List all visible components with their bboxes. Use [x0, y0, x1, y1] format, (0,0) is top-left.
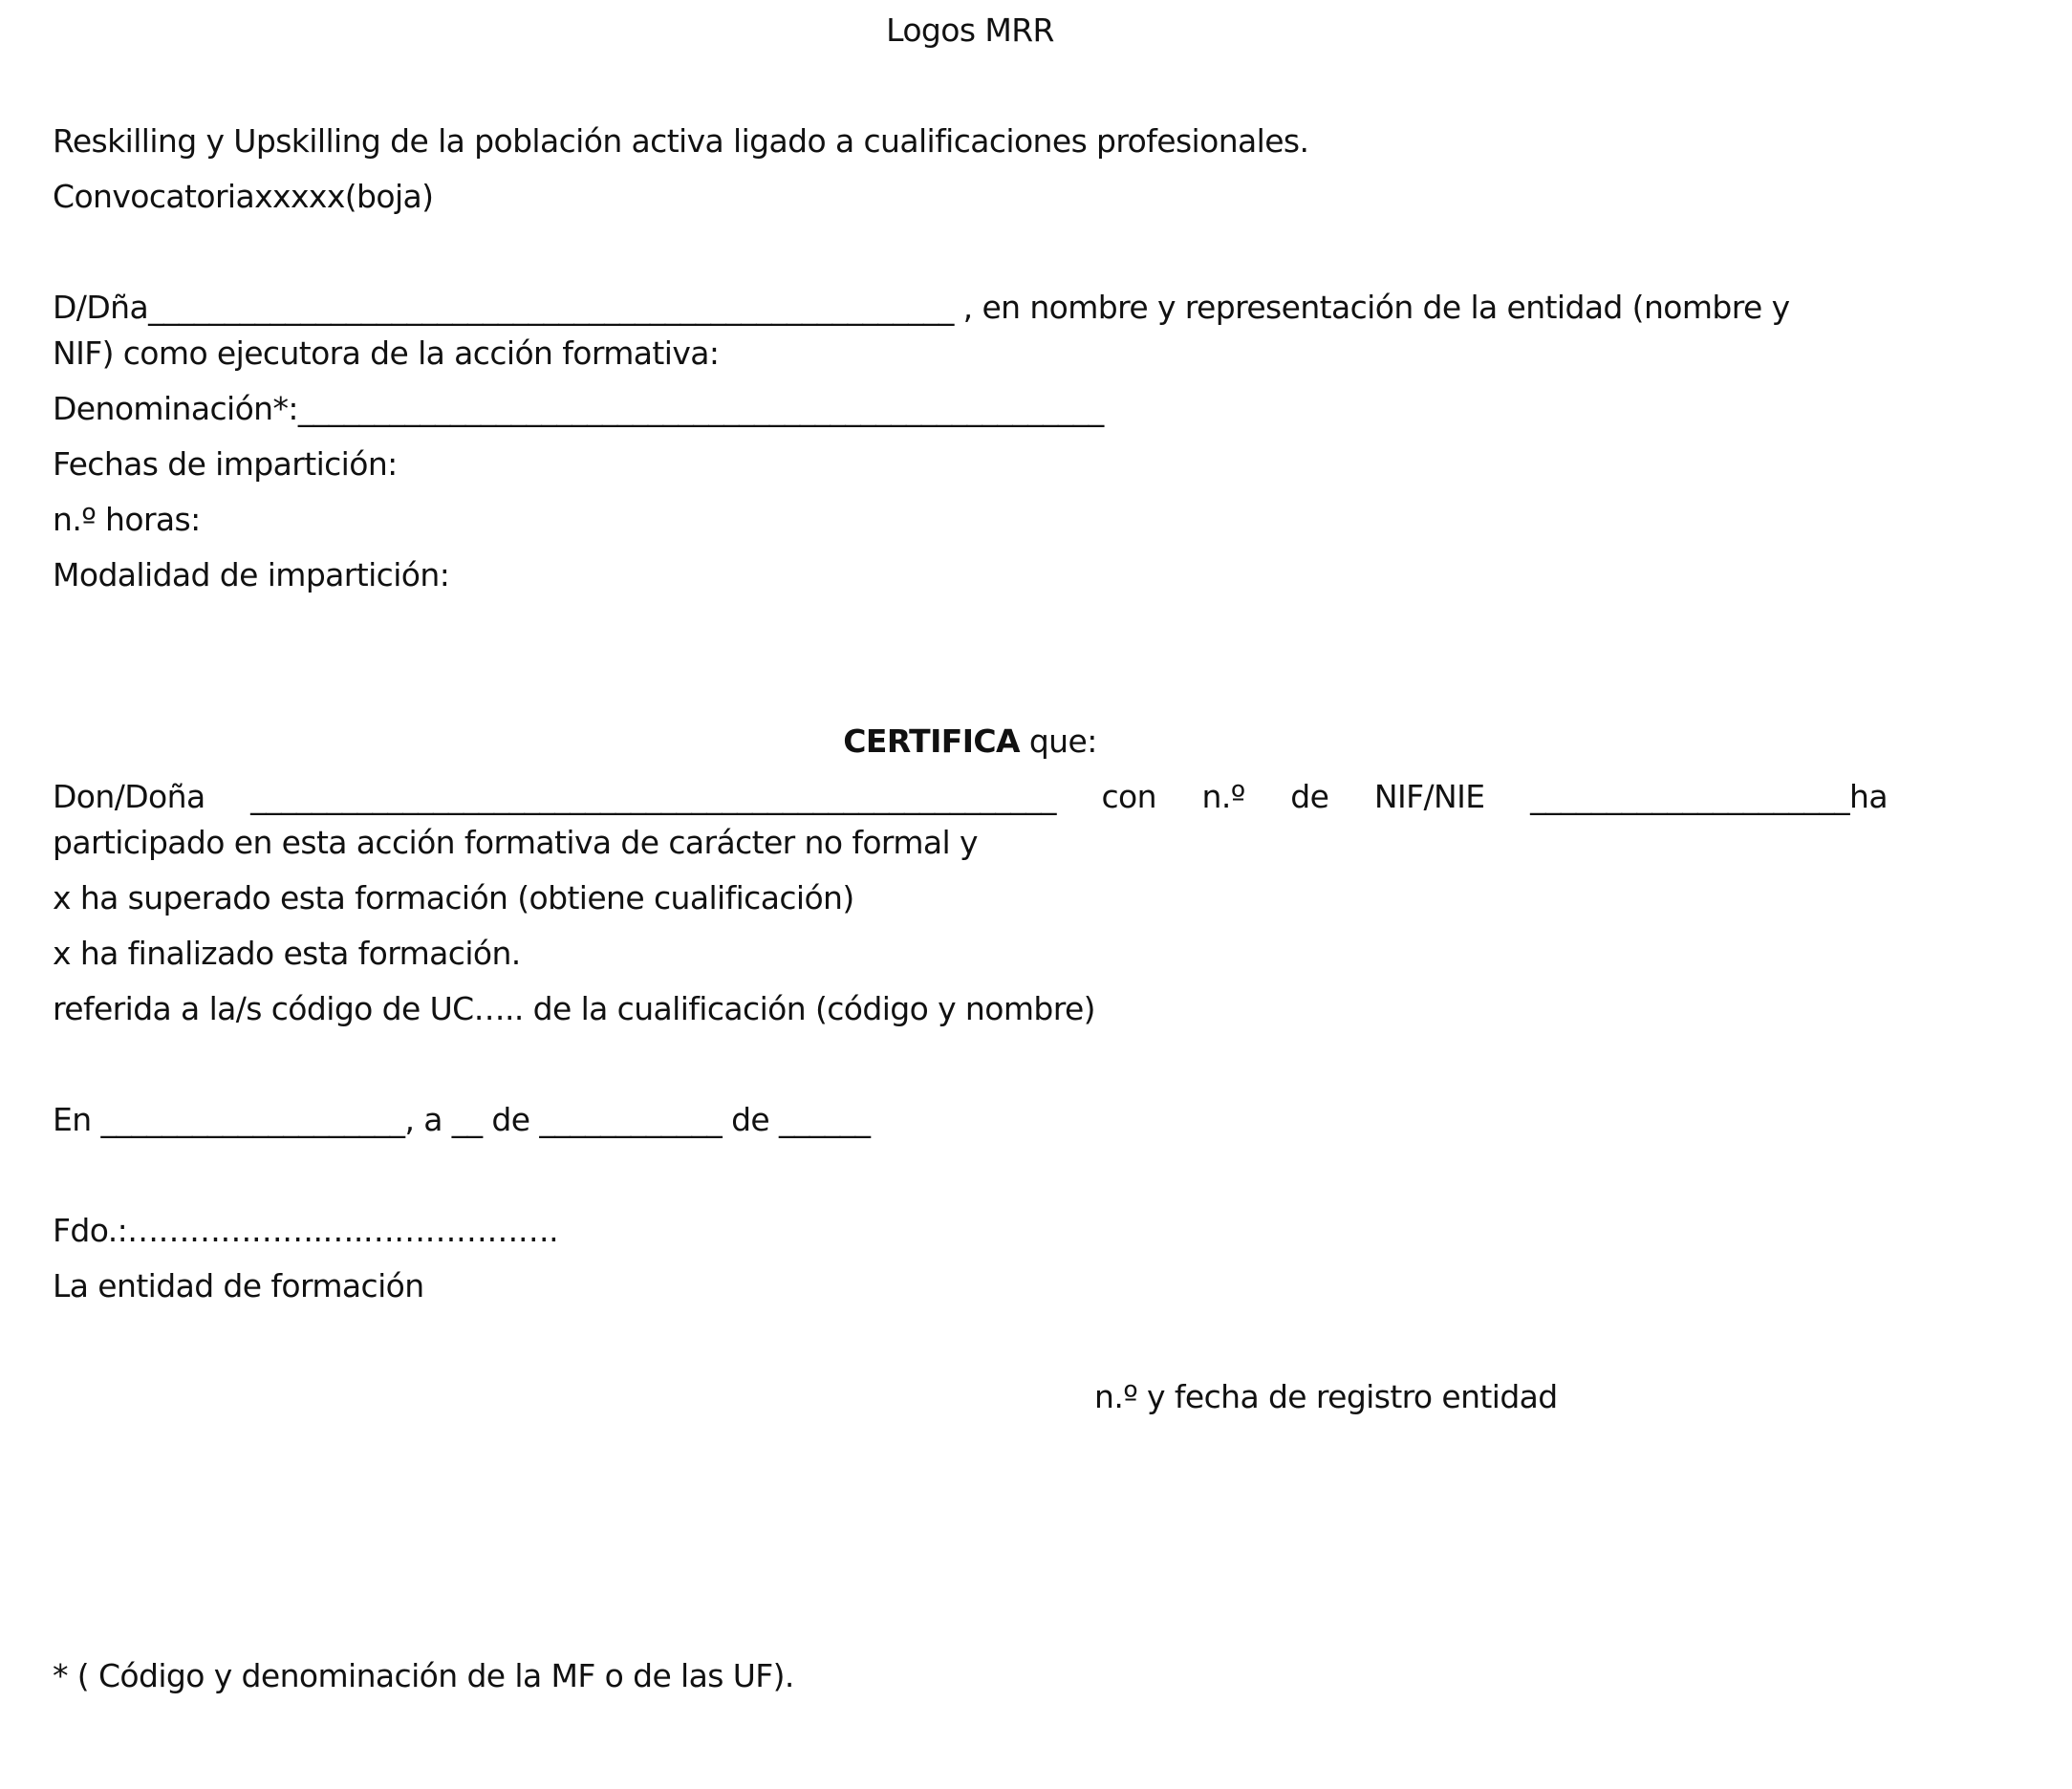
- certifica-rest: que:: [1019, 722, 1097, 760]
- name-blank: _____________________________________________________: [250, 778, 1056, 815]
- participant-line-1: [53, 774, 1888, 819]
- modalidad-field: Modalidad de impartición:: [53, 556, 450, 593]
- certifica-heading: [0, 719, 1940, 764]
- footnote: * ( Código y denominación de la MF o de las UF).: [53, 1657, 794, 1694]
- nif-blank: _____________________ha: [1530, 778, 1888, 815]
- denominacion-field: Denominación*:_____________________________________________________: [53, 390, 1104, 427]
- program-title: Reskilling y Upskilling de la población activa ligado a cualificaciones profesionales.: [53, 122, 1309, 160]
- nif-label: NIF/NIE: [1373, 778, 1485, 815]
- superado-option: x ha superado esta formación (obtiene cualificación): [53, 879, 854, 916]
- representative-line-1: D/Dña_____________________________________________________ , en nombre y representación de la entidad (nombre y: [53, 289, 1790, 326]
- de-label: de: [1290, 778, 1329, 815]
- don-label: Don/Doña: [53, 778, 205, 815]
- horas-field: n.º horas:: [53, 501, 201, 538]
- referida-line: referida a la/s código de UC….. de la cualificación (código y nombre): [53, 990, 1095, 1027]
- con-label: con: [1101, 778, 1156, 815]
- num-label: n.º: [1201, 778, 1245, 815]
- registro-label: n.º y fecha de registro entidad: [1094, 1378, 1558, 1415]
- certifica-bold: CERTIFICA: [843, 722, 1020, 760]
- participant-line-2: participado en esta acción formativa de carácter no formal y: [53, 824, 978, 861]
- finalizado-option: x ha finalizado esta formación.: [53, 935, 521, 972]
- signature-entity: La entidad de formación: [53, 1267, 424, 1304]
- call-reference: Convocatoriaxxxxx(boja): [53, 178, 434, 215]
- fechas-field: Fechas de impartición:: [53, 445, 398, 483]
- signature-line: Fdo.:……………….….……………….: [53, 1212, 559, 1249]
- logos-placeholder: Logos MRR: [886, 11, 1054, 49]
- representative-line-2: NIF) como ejecutora de la acción formativa:: [53, 334, 720, 372]
- place-date-line: En ____________________, a __ de ____________ de ______: [53, 1101, 871, 1138]
